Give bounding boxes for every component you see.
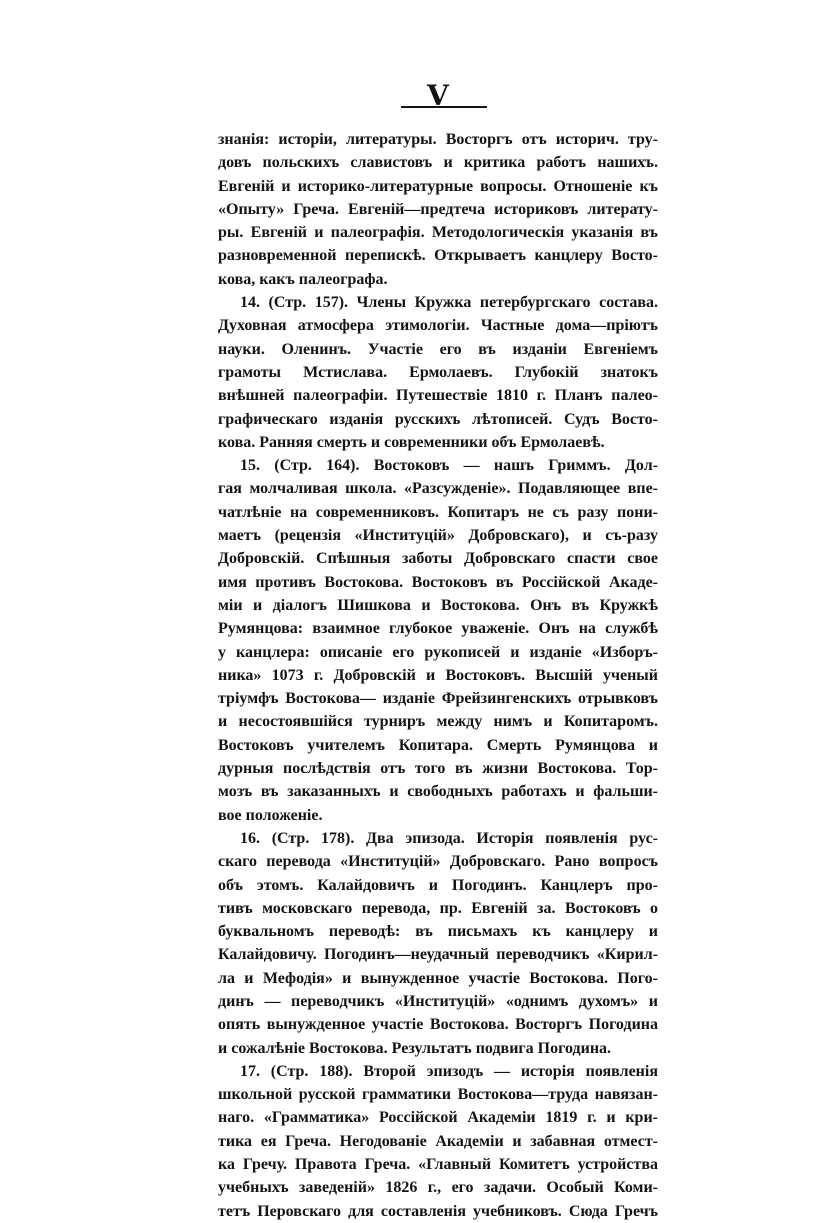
text-line: буквальномъ переводѣ: въ письмахъ къ канцлеру и bbox=[218, 923, 658, 941]
text-line: дурныя послѣдствія отъ того въ жизни Востокова. Тор- bbox=[218, 760, 658, 778]
text-line: и несостоявшійся турниръ между нимъ и Копитаромъ. bbox=[218, 713, 658, 731]
text-line: гая молчаливая школа. «Разсужденіе». Подавляющее впе- bbox=[218, 480, 658, 498]
text-line: довъ польскихъ славистовъ и критика работъ нашихъ. bbox=[218, 154, 658, 172]
text-line: міи и діалогъ Шишкова и Востокова. Онъ въ Кружкѣ bbox=[218, 596, 658, 614]
text-line: динъ — переводчикъ «Институцій» «однимъ духомъ» и bbox=[218, 992, 658, 1010]
text-line: опять вынужденное участіе Востокова. Восторгъ Погодина bbox=[218, 1016, 658, 1034]
text-line: «Опыту» Греча. Евгеній—предтеча историковъ литерату- bbox=[218, 200, 658, 218]
text-line: и сожалѣніе Востокова. Результатъ подвига Погодина. bbox=[218, 1039, 612, 1057]
text-line: тика ея Греча. Негодованіе Академіи и забавная отмест- bbox=[218, 1132, 658, 1150]
text-line: у канцлера: описаніе его рукописей и изданіе «Изборъ- bbox=[218, 643, 658, 661]
text-line: чатлѣніе на современниковъ. Копитаръ не съ разу пони- bbox=[218, 503, 658, 521]
text-line: кова. Ранняя смерть и современники объ Ермолаевѣ. bbox=[218, 433, 605, 451]
text-line: грамоты Мстислава. Ермолаевъ. Глубокій знатокъ bbox=[218, 363, 658, 381]
text-line: кова, какъ палеографа. bbox=[218, 270, 388, 288]
text-line: тивъ московскаго перевода, пр. Евгеній за. Востоковъ о bbox=[218, 899, 658, 917]
text-line: разновременной перепискѣ. Открываетъ канцлеру Восто- bbox=[218, 247, 658, 265]
text-line: Калайдовичу. Погодинъ—неудачный переводчикъ «Кирил- bbox=[218, 946, 658, 964]
text-line: 17. (Стр. 188). Второй эпизодъ — исторія появленія bbox=[240, 1062, 658, 1080]
text-line: Добровскій. Спѣшныя заботы Добровскаго спасти свое bbox=[218, 550, 658, 568]
text-line: 14. (Стр. 157). Члены Кружка петербургскаго состава. bbox=[240, 294, 658, 312]
page-header bbox=[218, 78, 658, 128]
text-line: тріумфъ Востокова— изданіе Фрейзингенскихъ отрывковъ bbox=[218, 690, 658, 708]
paragraph-17 bbox=[218, 1060, 658, 1223]
paragraph-13-continued bbox=[218, 128, 658, 291]
text-line: Востоковъ учителемъ Копитара. Смерть Румянцова и bbox=[218, 736, 658, 754]
text-line: внѣшней палеографіи. Путешествіе 1810 г. Планъ палео- bbox=[218, 387, 658, 405]
text-line: вое положеніе. bbox=[218, 806, 323, 824]
paragraph-16 bbox=[218, 827, 658, 1060]
text-line: 16. (Стр. 178). Два эпизода. Исторія появленія рус- bbox=[240, 829, 658, 847]
document-page bbox=[218, 78, 658, 1223]
text-line: ка Гречу. Правота Греча. «Главный Комитетъ устройства bbox=[218, 1156, 658, 1174]
page-number: V bbox=[427, 79, 448, 112]
text-line: тетъ Перовскаго для составленія учебниковъ. Сюда Гречъ bbox=[218, 1202, 658, 1220]
text-line: 15. (Стр. 164). Востоковъ — нашъ Гриммъ. Дол- bbox=[240, 457, 658, 475]
text-line: ника» 1073 г. Добровскій и Востоковъ. Высшій ученый bbox=[218, 666, 658, 684]
text-line: учебныхъ заведеній» 1826 г., его задачи. Особый Коми- bbox=[218, 1179, 658, 1197]
text-line: ла и Мефодія» и вынужденное участіе Востокова. Пого- bbox=[218, 969, 658, 987]
text-line: объ этомъ. Калайдовичъ и Погодинъ. Канцлеръ про- bbox=[218, 876, 658, 894]
text-line: знанія: исторіи, литературы. Восторгъ отъ историч. тру- bbox=[218, 131, 658, 148]
header-rule bbox=[401, 106, 487, 108]
text-line: маетъ (рецензія «Институцій» Добровскаго), и съ-разу bbox=[218, 527, 658, 545]
text-line: Духовная атмосфера этимологіи. Частные дома—пріютъ bbox=[218, 317, 658, 335]
text-line: наго. «Грамматика» Россійской Академіи 1819 г. и кри- bbox=[218, 1109, 658, 1127]
text-body bbox=[218, 128, 658, 1223]
text-line: скаго перевода «Институцій» Добровскаго. Рано вопросъ bbox=[218, 853, 658, 871]
text-line: науки. Оленинъ. Участіе его въ изданіи Евгеніемъ bbox=[218, 340, 658, 358]
text-line: имя противъ Востокова. Востоковъ въ Россійской Акаде- bbox=[218, 573, 658, 591]
paragraph-15 bbox=[218, 454, 658, 827]
text-line: мозъ въ заказанныхъ и свободныхъ работахъ и фальши- bbox=[218, 783, 658, 801]
text-line: Румянцова: взаимное глубокое уваженіе. Онъ на службѣ bbox=[218, 620, 658, 638]
text-line: графическаго изданія русскихъ лѣтописей. Судъ Восто- bbox=[218, 410, 658, 428]
text-line: школьной русской грамматики Востокова—труда навязан- bbox=[218, 1086, 658, 1104]
text-line: ры. Евгеній и палеографія. Методологическія указанія въ bbox=[218, 224, 658, 242]
text-line: Евгеній и историко-литературные вопросы. Отношеніе къ bbox=[218, 177, 658, 195]
paragraph-14 bbox=[218, 291, 658, 454]
